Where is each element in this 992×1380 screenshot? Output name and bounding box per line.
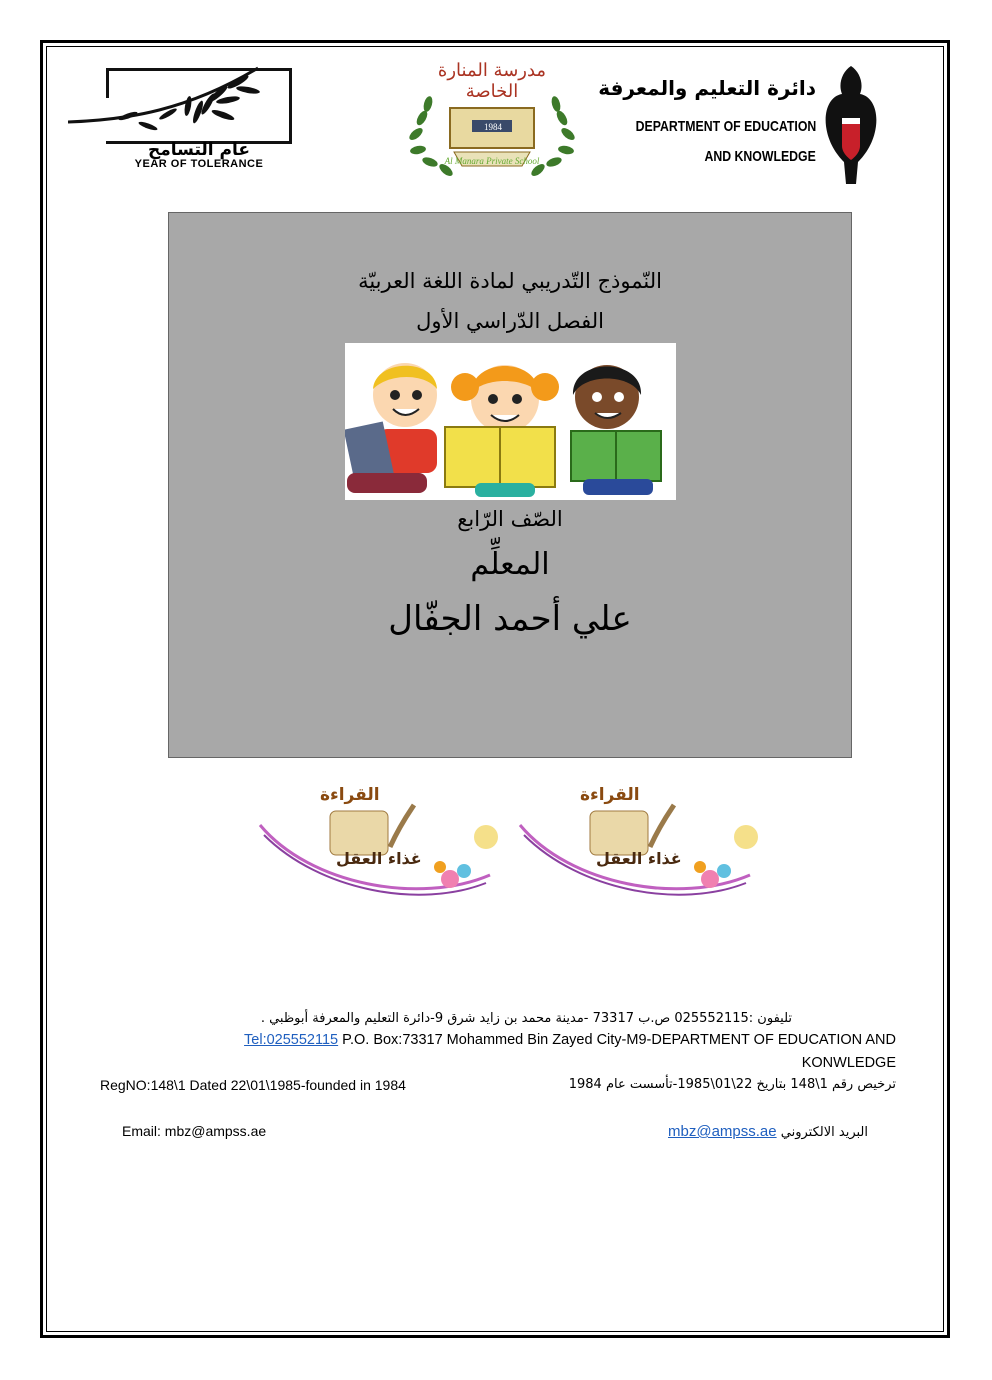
badge-title: القراءة xyxy=(320,785,380,805)
footer-address-english xyxy=(244,1032,896,1048)
falcon-emblem-icon xyxy=(820,62,882,192)
email-label-arabic: البريد الالكتروني xyxy=(780,1125,868,1140)
email-link[interactable]: mbz@ampss.ae xyxy=(668,1123,777,1140)
tolerance-arabic-text: عام التسامح xyxy=(148,140,250,160)
children-reading-picture xyxy=(345,343,676,500)
ghaf-branch-icon xyxy=(68,60,293,150)
department-english-line1: DEPARTMENT OF EDUCATION xyxy=(635,118,816,135)
footer-license-english: RegNO:148\1 Dated 22\01\1985-founded in 1984 xyxy=(100,1077,406,1093)
phone-link[interactable]: Tel:025552115 xyxy=(244,1032,339,1048)
semester-title: الفصل الدّراسي الأول xyxy=(416,309,604,333)
teacher-name: علي أحمد الجفّال xyxy=(388,599,632,639)
badge-subtitle: غذاء العقل xyxy=(336,849,422,868)
reading-badge xyxy=(250,775,500,915)
badge-subtitle: غذاء العقل xyxy=(596,849,682,868)
footer-address-arabic: تليفون :025552115 ص.ب 73317 -مدينة محمد بن زايد شرق 9-دائرة التعليم والمعرفة أبوظبي . xyxy=(260,1011,792,1026)
department-arabic-name: دائرة التعليم والمعرفة xyxy=(598,76,816,100)
children-reading-illustration xyxy=(345,343,676,500)
footer-license-arabic: ترخيص رقم 1\148 بتاريخ 22\01\1985-تأسست عام 1984 xyxy=(568,1077,896,1092)
grade-label: الصّف الرّابع xyxy=(457,507,563,531)
school-arabic-name: مدرسة المنارة الخاصة xyxy=(437,60,547,102)
reading-badge xyxy=(510,775,760,915)
footer-address-english-text: P.O. Box:73317 Mohammed Bin Zayed City-M9-DEPARTMENT OF EDUCATION AND xyxy=(338,1032,896,1048)
footer-email-english: Email: mbz@ampss.ae xyxy=(122,1123,267,1139)
badge-title: القراءة xyxy=(580,785,640,805)
tolerance-english-text: YEAR OF TOLERANCE xyxy=(134,158,264,170)
al-manara-school-logo xyxy=(392,58,592,183)
year-of-tolerance-logo xyxy=(68,60,293,170)
department-of-education-logo xyxy=(598,62,882,192)
school-english-name: Al Manara Private School xyxy=(444,156,540,166)
title-box xyxy=(168,212,852,758)
model-title: النّموذج التّدريبي لمادة اللغة العربيّة xyxy=(358,269,662,293)
footer-email-arabic xyxy=(668,1123,868,1140)
footer-address-english-line2: KONWLEDGE xyxy=(801,1055,896,1071)
teacher-label: المعلِّم xyxy=(470,547,550,582)
department-english-line2: AND KNOWLEDGE xyxy=(704,148,816,165)
school-founding-year: 1984 xyxy=(484,122,502,132)
